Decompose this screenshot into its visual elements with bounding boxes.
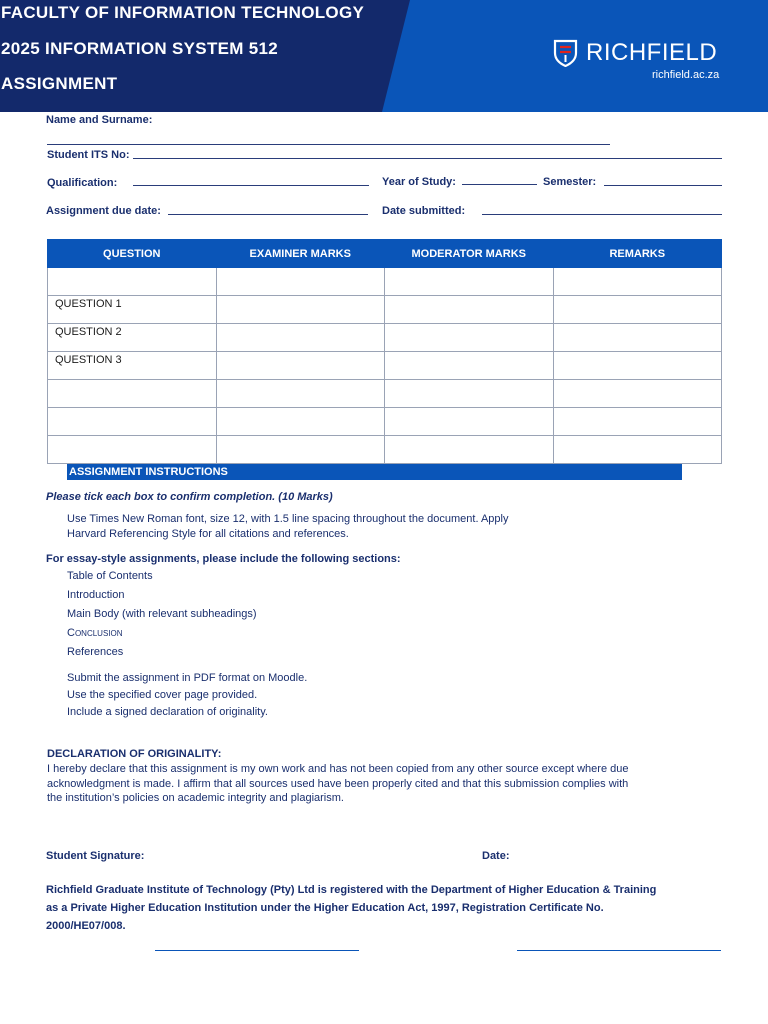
signature-line[interactable] bbox=[155, 950, 359, 951]
font-instruction-line2: Harvard Referencing Style for all citations and references. bbox=[67, 528, 349, 540]
moderator-cell[interactable] bbox=[385, 408, 554, 436]
moderator-cell[interactable] bbox=[385, 268, 554, 296]
assignment-title: ASSIGNMENT bbox=[1, 74, 118, 93]
examiner-cell[interactable] bbox=[216, 296, 385, 324]
its-input-line[interactable] bbox=[133, 158, 722, 159]
tick-note: Please tick each box to confirm completion. (10 Marks) bbox=[46, 491, 333, 503]
qualification-label: Qualification: bbox=[47, 177, 118, 189]
remarks-cell[interactable] bbox=[553, 352, 722, 380]
examiner-cell[interactable] bbox=[216, 352, 385, 380]
section-item: Main Body (with relevant subheadings) bbox=[67, 608, 257, 620]
question-cell: QUESTION 1 bbox=[48, 296, 217, 324]
instructions-bar: ASSIGNMENT INSTRUCTIONS bbox=[67, 464, 682, 480]
footer-line3: 2000/HE07/008. bbox=[46, 920, 126, 932]
remarks-cell[interactable] bbox=[553, 408, 722, 436]
due-date-label: Assignment due date: bbox=[46, 205, 161, 217]
examiner-cell[interactable] bbox=[216, 408, 385, 436]
table-row bbox=[48, 268, 722, 296]
date-line[interactable] bbox=[517, 950, 721, 951]
essay-heading: For essay-style assignments, please include the following sections: bbox=[46, 553, 401, 565]
name-input-line[interactable] bbox=[47, 144, 610, 145]
year-label: Year of Study: bbox=[382, 176, 456, 188]
marks-table bbox=[47, 239, 722, 464]
brand-url: richfield.ac.za bbox=[652, 69, 720, 81]
table-row bbox=[48, 352, 722, 380]
table-row bbox=[48, 324, 722, 352]
footer-line1: Richfield Graduate Institute of Technology (Pty) Ltd is registered with the Department of Higher Education & Training bbox=[46, 884, 657, 896]
year-input-line[interactable] bbox=[462, 184, 537, 185]
submit-item: Use the specified cover page provided. bbox=[67, 689, 258, 701]
due-date-input-line[interactable] bbox=[168, 214, 368, 215]
question-cell bbox=[48, 268, 217, 296]
question-cell: QUESTION 3 bbox=[48, 352, 217, 380]
question-cell bbox=[48, 380, 217, 408]
section-item: Conclusion bbox=[67, 627, 123, 639]
question-cell bbox=[48, 436, 217, 464]
moderator-cell[interactable] bbox=[385, 352, 554, 380]
remarks-cell[interactable] bbox=[553, 268, 722, 296]
submit-item: Include a signed declaration of originality. bbox=[67, 706, 268, 718]
remarks-cell[interactable] bbox=[553, 296, 722, 324]
shield-icon bbox=[552, 38, 579, 67]
signature-date-label: Date: bbox=[482, 850, 510, 862]
remarks-cell[interactable] bbox=[553, 324, 722, 352]
submitted-label: Date submitted: bbox=[382, 205, 466, 217]
moderator-cell[interactable] bbox=[385, 324, 554, 352]
name-label: Name and Surname: bbox=[46, 114, 153, 126]
table-header-row bbox=[48, 240, 722, 268]
declaration-title: DECLARATION OF ORIGINALITY: bbox=[47, 748, 222, 760]
font-instruction-line1: Use Times New Roman font, size 12, with 1.5 line spacing throughout the document. Apply bbox=[67, 513, 509, 525]
section-item: References bbox=[67, 646, 124, 658]
declaration-line3: the institution’s policies on academic integrity and plagiarism. bbox=[47, 792, 344, 804]
examiner-cell[interactable] bbox=[216, 324, 385, 352]
semester-input-line[interactable] bbox=[604, 185, 722, 186]
moderator-cell[interactable] bbox=[385, 436, 554, 464]
semester-label: Semester: bbox=[543, 176, 597, 188]
declaration-line2: acknowledgment is made. I affirm that all sources used have been properly cited and that this submission complies with bbox=[47, 778, 629, 790]
student-signature-label: Student Signature: bbox=[46, 850, 145, 862]
section-item: Table of Contents bbox=[67, 570, 153, 582]
declaration-line1: I hereby declare that this assignment is my own work and has not been copied from any other source except where due bbox=[47, 763, 629, 775]
table-row bbox=[48, 296, 722, 324]
question-cell: QUESTION 2 bbox=[48, 324, 217, 352]
faculty-title: FACULTY OF INFORMATION TECHNOLOGY bbox=[1, 3, 365, 22]
col-examiner-marks: EXAMINER MARKS bbox=[216, 240, 385, 268]
table-row bbox=[48, 408, 722, 436]
submitted-input-line[interactable] bbox=[482, 214, 722, 215]
remarks-cell[interactable] bbox=[553, 380, 722, 408]
question-cell bbox=[48, 408, 217, 436]
submit-item: Submit the assignment in PDF format on Moodle. bbox=[67, 672, 308, 684]
remarks-cell[interactable] bbox=[553, 436, 722, 464]
its-label: Student ITS No: bbox=[47, 149, 130, 161]
section-item: Introduction bbox=[67, 589, 125, 601]
examiner-cell[interactable] bbox=[216, 436, 385, 464]
page-header bbox=[0, 0, 768, 112]
col-moderator-marks: MODERATOR MARKS bbox=[385, 240, 554, 268]
richfield-logo bbox=[552, 38, 717, 67]
footer-line2: as a Private Higher Education Institution under the Higher Education Act, 1997, Registration Certificate No. bbox=[46, 902, 604, 914]
table-row bbox=[48, 380, 722, 408]
examiner-cell[interactable] bbox=[216, 380, 385, 408]
brand-name: RICHFIELD bbox=[586, 38, 718, 66]
examiner-cell[interactable] bbox=[216, 268, 385, 296]
moderator-cell[interactable] bbox=[385, 296, 554, 324]
moderator-cell[interactable] bbox=[385, 380, 554, 408]
table-row bbox=[48, 436, 722, 464]
module-title: 2025 INFORMATION SYSTEM 512 bbox=[1, 39, 279, 58]
col-question: QUESTION bbox=[48, 240, 217, 268]
col-remarks: REMARKS bbox=[553, 240, 722, 268]
qualification-input-line[interactable] bbox=[133, 185, 369, 186]
